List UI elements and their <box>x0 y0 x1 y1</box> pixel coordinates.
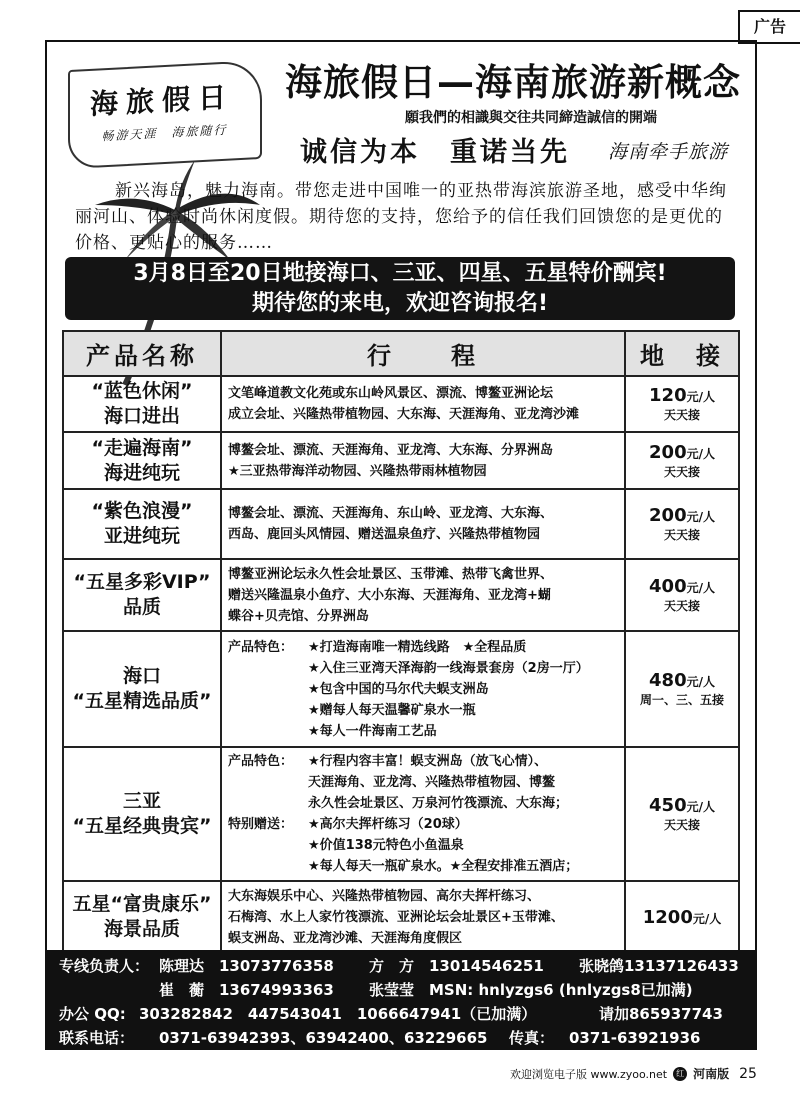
page-footer <box>510 1065 790 1082</box>
banner-line-2: 期待您的来电，欢迎咨询报名! <box>251 291 549 316</box>
price: 400 <box>649 576 687 597</box>
table-row: “紫色浪漫” 亚进纯玩 博鳌会址、漂流、天涯海角、东山岭、亚龙湾、大东海、 西岛、鹿回头风情园、赠送温泉鱼疗、兴隆热带植物园 200元/人 天天接 <box>63 489 739 559</box>
logo-subtitle: 畅游天涯 海旅随行 <box>101 122 228 144</box>
table-header <box>63 331 739 376</box>
fax-number: 0371-63921936 <box>569 1029 701 1047</box>
price: 200 <box>649 441 687 463</box>
fax-label: 传真： <box>509 1029 555 1047</box>
price: 200 <box>649 505 687 526</box>
intro-text: 新兴海岛，魅力海南。带您走进中国唯一的亚热带海滨旅游圣地，感受中华绚丽河山、体验时尚休闲度假。期待您的支持，您给予的信任我们回馈您的是更优的价格、更贴心的服务…… <box>75 181 727 253</box>
promo-banner <box>65 257 735 320</box>
product-table <box>62 330 740 954</box>
header-route: 行 程 <box>221 331 625 376</box>
header-price: 地 接 <box>625 331 739 376</box>
qq-numbers: 303282842 447543041 1066647941（已加满） <box>139 1005 537 1023</box>
logo-title: 海旅假日 <box>89 80 234 121</box>
logo-mark-icon: 红 <box>673 1067 687 1081</box>
tel-label: 联系电话： <box>59 1029 135 1047</box>
contact-phone: 方 方 13014546251 <box>369 957 544 975</box>
tel-numbers: 0371-63942393、63942400、63229665 <box>159 1029 488 1047</box>
header-name: 产品名称 <box>63 331 221 376</box>
page-number: 25 <box>739 1065 757 1082</box>
motto: 诚信为本 重诺当先 <box>300 137 570 168</box>
footer-website: 欢迎浏览电子版 www.zyoo.net <box>510 1067 668 1081</box>
contact-phone: 崔 蘅 13674993363 <box>159 981 334 999</box>
table-row: “走遍海南” 海进纯玩 博鳌会址、漂流、天涯海角、亚龙湾、大东海、分界洲岛 ★三亚热带海洋动物园、兴隆热带雨林植物园 200元/人 天天接 <box>63 432 739 489</box>
table-row: “五星多彩VIP” 品质 博鳌亚洲论坛永久性会址景区、玉带滩、热带飞禽世界、 赠送兴隆温泉小鱼疗、大小东海、天涯海角、亚龙湾+蝴 蝶谷+贝壳馆、分界洲岛 400元/人 天天接 <box>63 559 739 631</box>
hotline-label: 专线负责人： <box>59 957 150 975</box>
table-row: 五星“富贵康乐” 海景品质 大东海娱乐中心、兴隆热带植物园、高尔夫挥杆练习、 石梅湾、水上人家竹筏漂流、亚洲论坛会址景区+玉带滩、 蜈支洲岛、亚龙湾沙滩、天涯海角度假区 1200元/人 <box>63 881 739 953</box>
contact-block <box>45 950 757 1050</box>
contact-phone: 陈理达 13073776358 <box>159 957 334 975</box>
agency-name: 海南牵手旅游 <box>608 141 729 163</box>
contact-msn: 张莹莹 MSN: hnlyzgs6 (hnlyzgs8已加满) <box>369 981 693 999</box>
qq-label: 办公 QQ: <box>59 1005 126 1023</box>
qq-extra: 请加865937743 <box>599 1005 723 1023</box>
price: 480 <box>649 670 687 691</box>
price: 1200 <box>642 906 693 928</box>
header-subtitle: 願我們的相識與交往共同締造誠信的開端 <box>405 110 657 126</box>
edition-label: 河南版 <box>693 1067 730 1081</box>
banner-line-1: 3月8日至20日地接海口、三亚、四星、五星特价酬宾! <box>133 261 667 286</box>
price: 120 <box>649 385 687 406</box>
ad-tag: 广告 <box>738 10 800 44</box>
page-title: 海旅假日—海南旅游新概念 <box>285 61 741 104</box>
logo-flag <box>68 60 262 169</box>
price: 450 <box>649 795 687 816</box>
contact-phone: 张晓鸽13137126433 <box>579 957 739 975</box>
table-row: “蓝色休闲” 海口进出 文笔峰道教文化苑或东山岭风景区、漂流、博鳌亚洲论坛 成立会址、兴隆热带植物园、大东海、天涯海角、亚龙湾沙滩 120元/人 天天接 <box>63 376 739 432</box>
table-row: 三亚 “五星经典贵宾” 产品特色： ★行程内容丰富！蜈支洲岛（放飞心情）、 天涯海角、亚龙湾、兴隆热带植物园、博鳌 永久性会址景区、万泉河竹筏漂流、大东海； 特别赠送： ★高尔夫挥杆练习（20球） ★价值138元特色小鱼温泉 ★每人每天一瓶矿泉水。★全程安排准五酒店； 450元/人 天天接 <box>63 747 739 881</box>
table-row: 海口 “五星精选品质” 产品特色： ★打造海南唯一精选线路 ★全程品质 ★入住三亚湾天泽海韵一线海景套房（2房一厅） ★包含中国的马尔代夫蜈支洲岛 ★赠每人每天温馨矿泉水一瓶 ★每人一件海南工艺品 480元/人 周一、三、五接 <box>63 631 739 747</box>
